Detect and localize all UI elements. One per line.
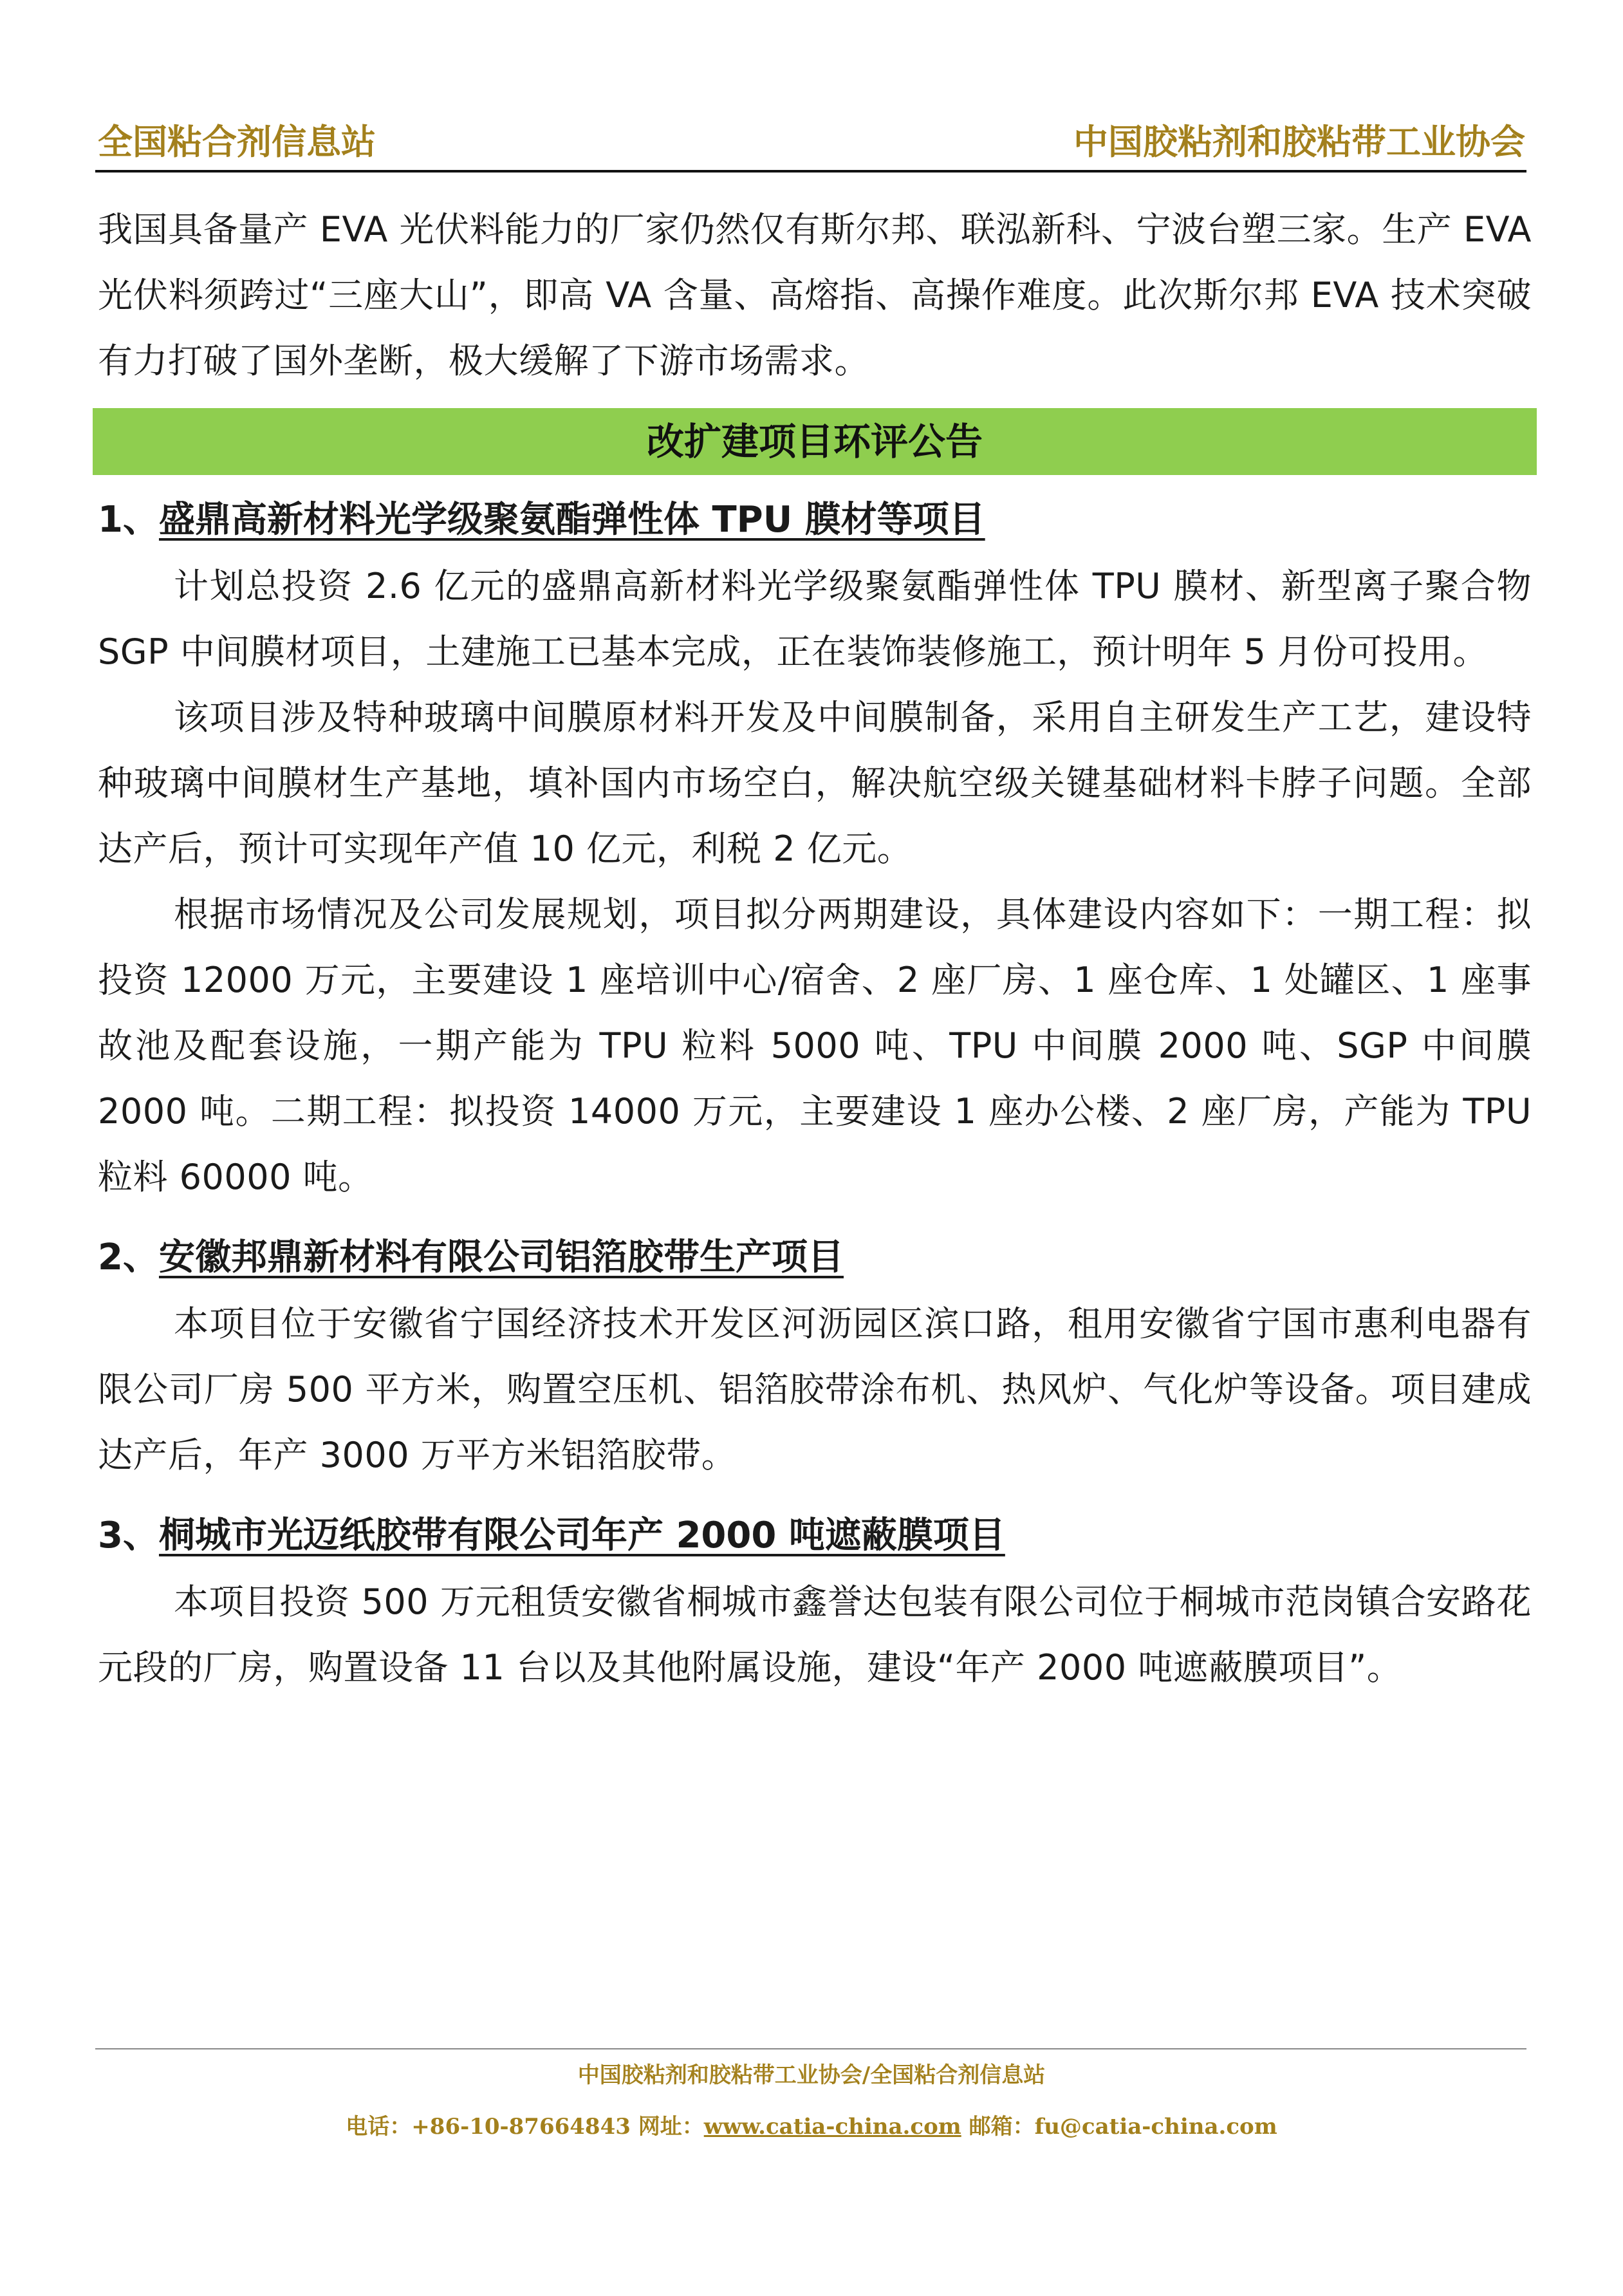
page-header-left: 全国粘合剂信息站: [98, 121, 376, 162]
section-paragraph: 本项目位于安徽省宁国经济技术开发区河沥园区滨口路，租用安徽省宁国市惠利电器有限公司厂房 500 平方米，购置空压机、铝箔胶带涂布机、热风炉、气化炉等设备。项目建成达产后，年产 3000 万平方米铝箔胶带。: [98, 1303, 1532, 1475]
section-title: 桐城市光迈纸胶带有限公司年产 2000 吨遮蔽膜项目: [158, 1515, 1005, 1556]
section-paragraph: 根据市场情况及公司发展规划，项目拟分两期建设，具体建设内容如下：一期工程：拟投资 12000 万元，主要建设 1 座培训中心/宿舍、2 座厂房、1 座仓库、1 处罐区、1 座事故池及配套设施，一期产能为 TPU 粒料 5000 吨、TPU 中间膜 2000 吨、SGP 中间膜 2000 吨。二期工程：拟投资 14000 万元，主要建设 1 座办公楼、2 座厂房，产能为 TPU 粒料 60000 吨。: [98, 894, 1532, 1197]
header-divider: [95, 170, 1526, 173]
section-paragraph: 计划总投资 2.6 亿元的盛鼎高新材料光学级聚氨酯弹性体 TPU 膜材、新型离子聚合物 SGP 中间膜材项目，土建施工已基本完成，正在装饰装修施工，预计明年 5 月份可投用。: [98, 566, 1532, 672]
section-title: 盛鼎高新材料光学级聚氨酯弹性体 TPU 膜材等项目: [158, 499, 985, 541]
section-number: 2、: [98, 1237, 159, 1278]
project-section-1: [98, 487, 1532, 1210]
project-section-3: [98, 1502, 1532, 1701]
section-heading: [98, 487, 1532, 554]
footer-divider: [95, 2048, 1526, 2049]
footer-organization: 中国胶粘剂和胶粘带工业协会/全国粘合剂信息站: [577, 2062, 1046, 2088]
intro-paragraph: 我国具备量产 EVA 光伏料能力的厂家仍然仅有斯尔邦、联泓新科、宁波台塑三家。生产 EVA 光伏料须跨过“三座大山”，即高 VA 含量、高熔指、高操作难度。此次斯尔邦 EVA 技术突破有力打破了国外垄断，极大缓解了下游市场需求。: [98, 209, 1532, 381]
project-section-2: [98, 1224, 1532, 1488]
footer-website-link[interactable]: www.catia-china.com: [703, 2114, 961, 2140]
section-number: 1、: [98, 499, 159, 541]
section-number: 3、: [98, 1515, 159, 1556]
footer-email: 邮箱：fu@catia-china.com: [961, 2114, 1277, 2140]
article-body: [98, 197, 1532, 1701]
section-banner: [93, 408, 1537, 475]
page-header-right: 中国胶粘剂和胶粘带工业协会: [1073, 121, 1525, 162]
section-paragraph: 该项目涉及特种玻璃中间膜原材料开发及中间膜制备，采用自主研发生产工艺，建设特种玻璃中间膜材生产基地，填补国内市场空白，解决航空级关键基础材料卡脖子问题。全部达产后，预计可实现年产值 10 亿元，利税 2 亿元。: [98, 697, 1532, 869]
footer-contact: [0, 2109, 1623, 2145]
section-paragraph: 本项目投资 500 万元租赁安徽省桐城市鑫誉达包装有限公司位于桐城市范岗镇合安路花元段的厂房，购置设备 11 台以及其他附属设施，建设“年产 2000 吨遮蔽膜项目”。: [98, 1582, 1532, 1688]
section-heading: [98, 1224, 1532, 1291]
section-title: 安徽邦鼎新材料有限公司铝箔胶带生产项目: [158, 1237, 844, 1278]
section-heading: [98, 1502, 1532, 1569]
banner-title: 改扩建项目环评公告: [646, 420, 983, 463]
footer-phone: 电话：+86-10-87664843 网址：: [346, 2114, 704, 2140]
